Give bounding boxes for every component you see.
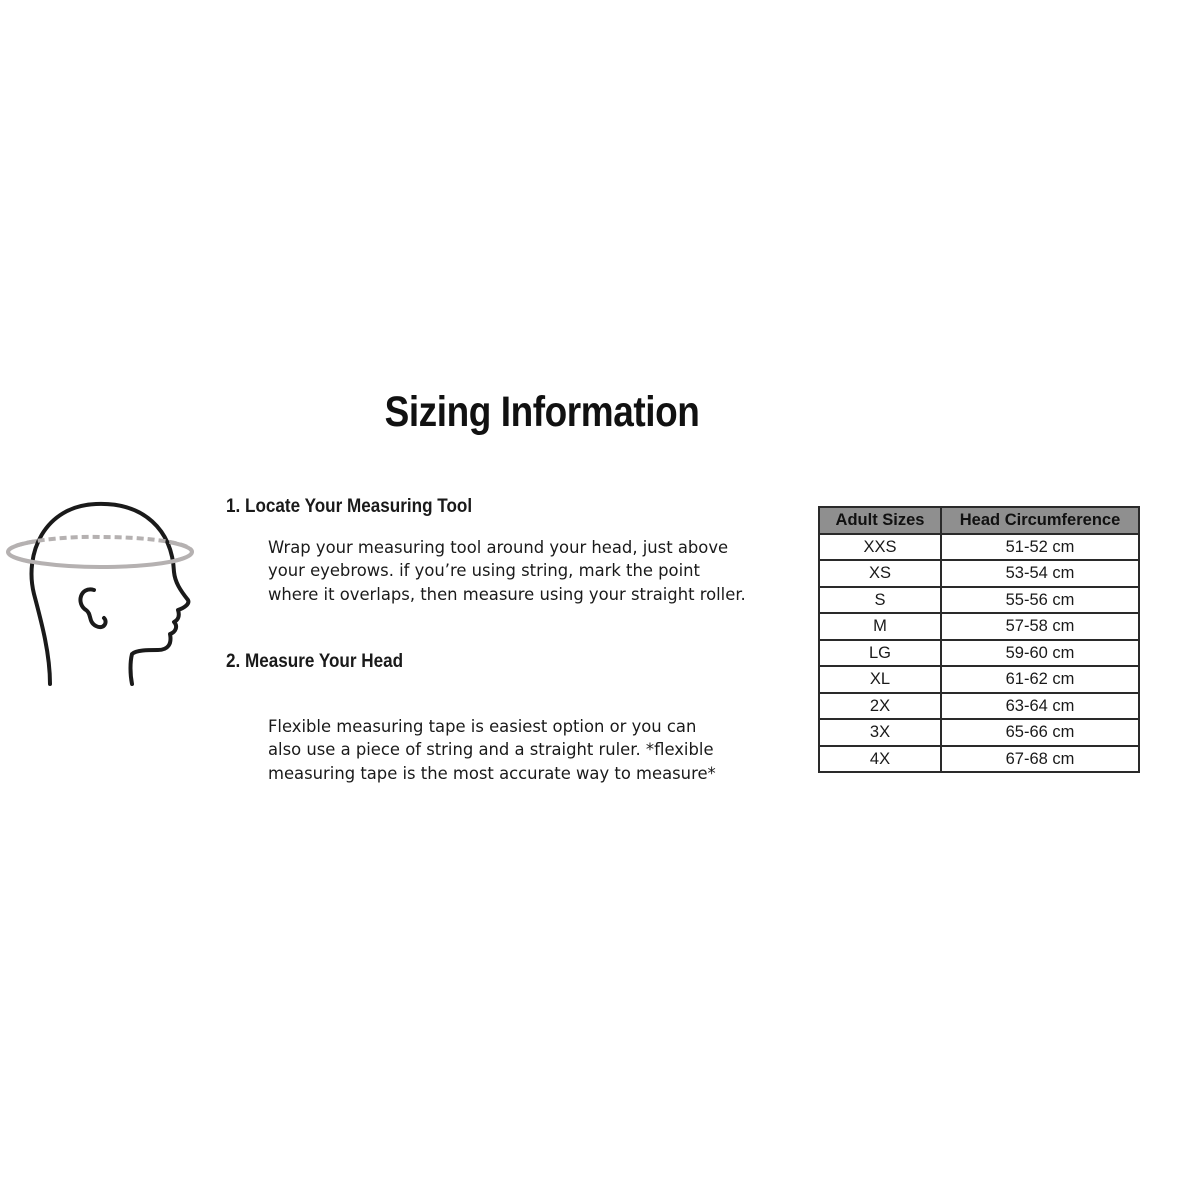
size-cell: 4X <box>819 746 941 773</box>
circumference-cell: 55-56 cm <box>941 587 1139 614</box>
size-cell: 2X <box>819 693 941 720</box>
step-1-heading: 1. Locate Your Measuring Tool <box>226 496 473 517</box>
step-2-text: Flexible measuring tape is easiest option or you can also use a piece of string and a straight ruler. *flexible measuring tape is the most accurate way to measure* <box>268 717 716 783</box>
table-row <box>819 534 1139 561</box>
circumference-cell: 51-52 cm <box>941 534 1139 561</box>
header-head-circumference: Head Circumference <box>941 507 1139 534</box>
circumference-cell: 57-58 cm <box>941 613 1139 640</box>
circumference-cell: 53-54 cm <box>941 560 1139 587</box>
size-cell: S <box>819 587 941 614</box>
head-measuring-icon <box>4 494 196 686</box>
step-1-text: Wrap your measuring tool around your head, just above your eyebrows. if you’re using string, mark the point where it overlaps, then measure using your straight roller. <box>268 538 746 604</box>
size-cell: XXS <box>819 534 941 561</box>
table-header-row <box>819 507 1139 534</box>
circumference-cell: 67-68 cm <box>941 746 1139 773</box>
table-row <box>819 666 1139 693</box>
table-row <box>819 587 1139 614</box>
circumference-cell: 61-62 cm <box>941 666 1139 693</box>
table-row <box>819 560 1139 587</box>
size-cell: M <box>819 613 941 640</box>
table-row <box>819 746 1139 773</box>
size-cell: 3X <box>819 719 941 746</box>
table-row <box>819 719 1139 746</box>
table-row <box>819 640 1139 667</box>
table-row <box>819 693 1139 720</box>
size-cell: XS <box>819 560 941 587</box>
page-title: Sizing Information <box>384 388 700 436</box>
circumference-cell: 63-64 cm <box>941 693 1139 720</box>
circumference-cell: 65-66 cm <box>941 719 1139 746</box>
size-cell: LG <box>819 640 941 667</box>
table-row <box>819 613 1139 640</box>
header-adult-sizes: Adult Sizes <box>819 507 941 534</box>
size-cell: XL <box>819 666 941 693</box>
size-chart-table <box>818 506 1140 773</box>
step-2-heading: 2. Measure Your Head <box>226 651 404 672</box>
head-outline-icon <box>32 504 189 684</box>
circumference-cell: 59-60 cm <box>941 640 1139 667</box>
